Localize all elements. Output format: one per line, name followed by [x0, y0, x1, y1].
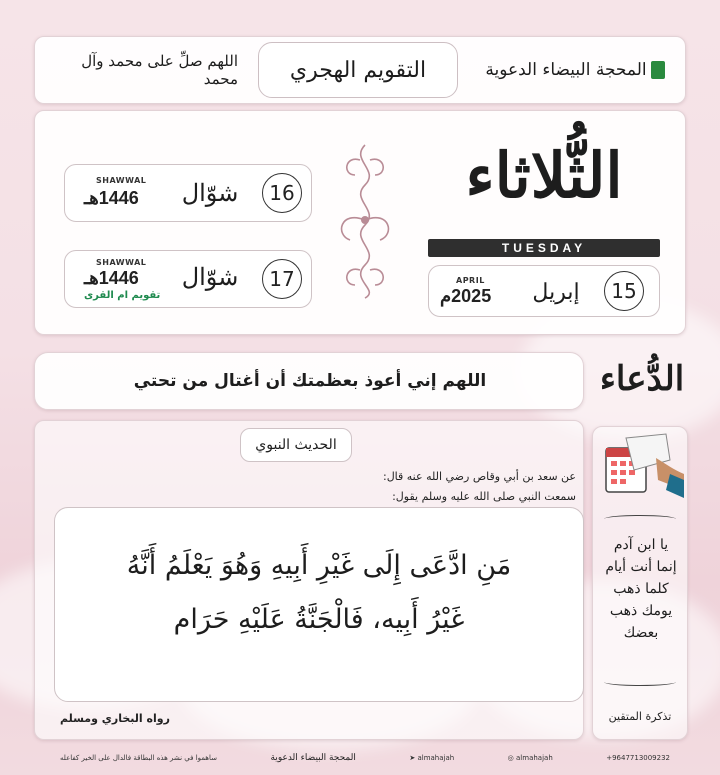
reminder-line: بعضك: [623, 625, 659, 641]
day-name-arabic: الثُّلاثاء: [465, 139, 623, 212]
gregorian-month-arabic: إبريل: [532, 279, 580, 305]
dua-heading: الدُّعاء: [599, 359, 685, 399]
reminder-ornament-top: [604, 515, 676, 523]
hijri-day: 17: [262, 259, 302, 299]
prayer-text: اللهم صلِّ على محمد وآل محمد: [81, 52, 238, 88]
footer-bar: [60, 748, 670, 768]
calendar-source-note: تقويم ام القرى: [84, 290, 161, 301]
instagram-icon: ◎: [507, 754, 514, 762]
reminder-line: يا ابن آدم: [613, 537, 669, 553]
hadith-intro-line-2: سمعت النبي صلى الله عليه وسلم يقول:: [392, 490, 576, 503]
reminder-ornament-bottom: [604, 678, 676, 686]
hadith-intro-line-1: عن سعد بن أبي وقاص رضي الله عنه قال:: [382, 470, 576, 483]
footer-org: المحجة البيضاء الدعوية: [270, 753, 356, 763]
org-name: المحجة البيضاء الدعوية: [480, 52, 670, 88]
footer-phone: +9647713009232: [606, 754, 670, 762]
gregorian-month-english: APRIL: [456, 276, 485, 285]
hijri-month-arabic: شوّال: [181, 179, 239, 207]
hijri-month-english: SHAWWAL: [96, 176, 147, 185]
reminder-text: [596, 534, 686, 644]
gregorian-day: 15: [604, 271, 644, 311]
hijri-day: 16: [262, 173, 302, 213]
dua-text: اللهم إني أعوذ بعظمتك أن أغتال من تحتي: [133, 371, 487, 391]
hijri-month-english: SHAWWAL: [96, 258, 147, 267]
reminder-line: يومك ذهب: [609, 603, 673, 619]
hadith-badge-label: الحديث النبوي: [255, 437, 337, 453]
page-title: التقويم الهجري: [289, 57, 427, 83]
hijri-month-arabic: شوّال: [181, 263, 239, 291]
hadith-text-line-2: غَيْرُ أَبِيه، فَالْجَنَّةُ عَلَيْهِ حَرَام: [173, 604, 465, 635]
ornament-divider: [330, 140, 400, 300]
footer-handle: ➤ almahajah: [409, 754, 455, 762]
telegram-icon: ➤: [409, 754, 416, 762]
reminder-line: كلما ذهب: [613, 581, 669, 597]
day-name-english: TUESDAY: [501, 241, 587, 255]
footer-text: ساهموا في نشر هذه البطاقة فالدال على الخير كفاعله: [60, 754, 218, 762]
reminder-caption: تذكرة المتقين: [608, 710, 672, 723]
footer-handle: ◎ almahajah: [507, 754, 553, 762]
day-name-english-bar: [428, 239, 660, 257]
hadith-source: رواه البخاري ومسلم: [60, 712, 170, 725]
hijri-year: 1446هـ: [84, 188, 139, 208]
calendar-hand-icon: [596, 430, 686, 506]
hadith-text-line-1: مَنِ ادَّعَى إِلَى غَيْرِ أَبِيهِ وَهُوَ يَعْلَمُ أَنَّهُ: [126, 550, 512, 581]
org-logo-icon: [651, 61, 665, 79]
hijri-year: 1446هـ: [84, 268, 139, 288]
gregorian-year: 2025م: [440, 286, 492, 306]
reminder-line: إنما أنت أيام: [605, 559, 677, 575]
